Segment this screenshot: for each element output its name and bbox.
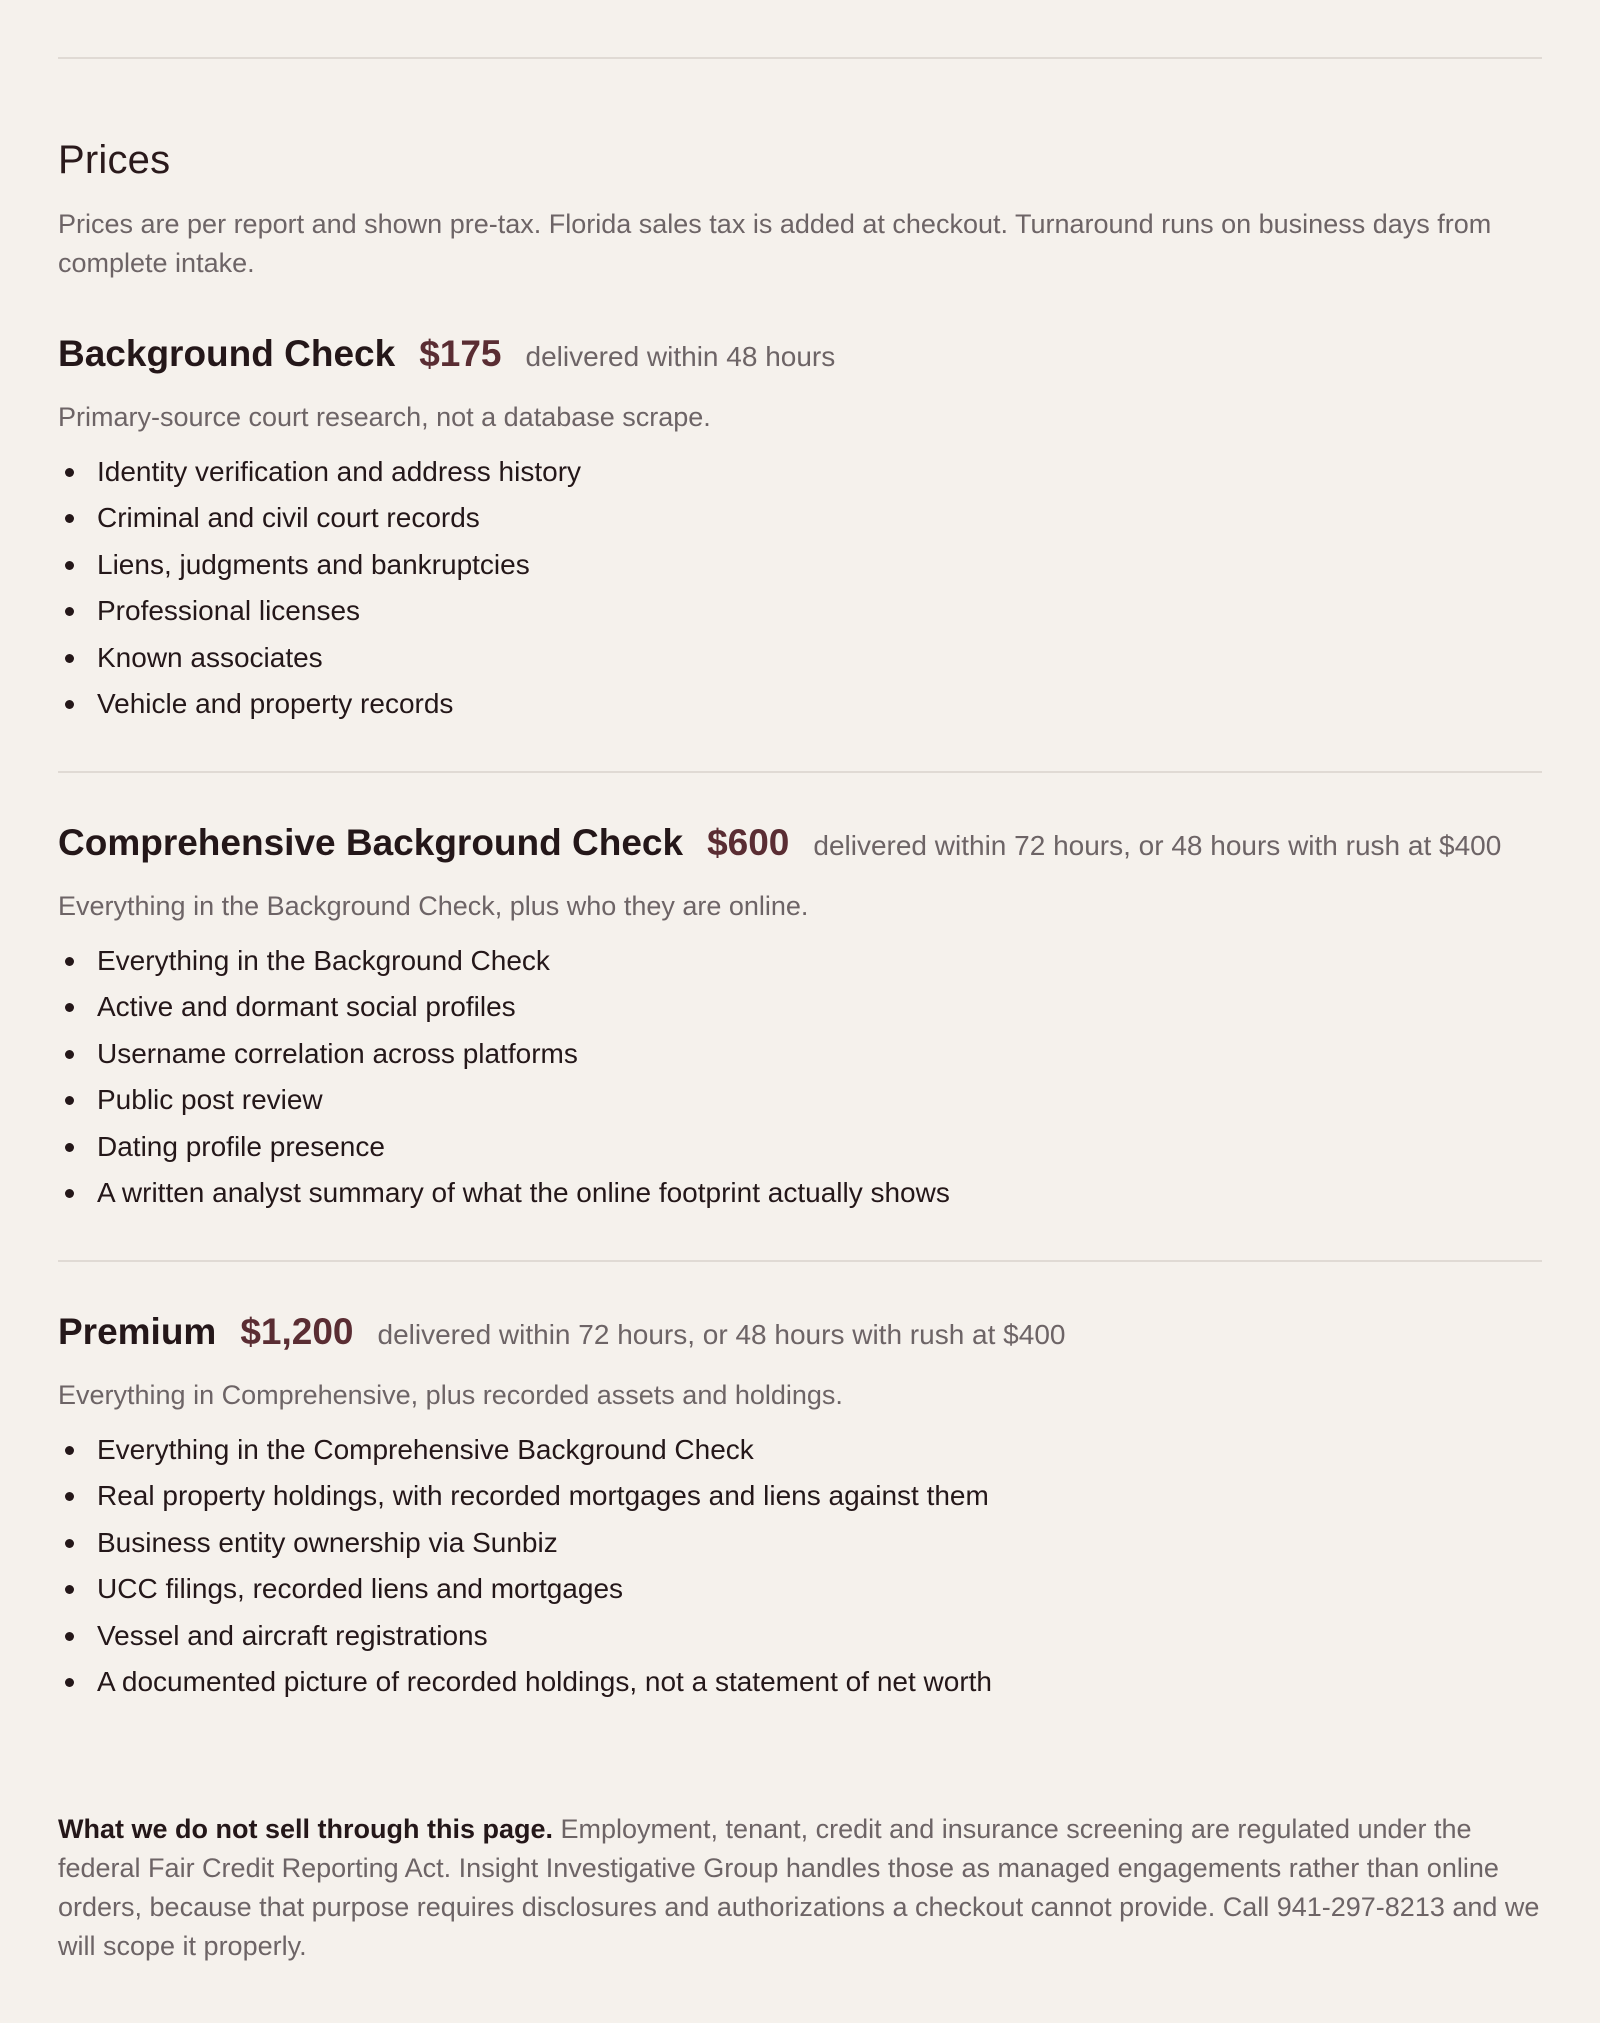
feature-text: Identity verification and address history xyxy=(97,456,582,487)
feature-text: Everything in the Background Check xyxy=(97,945,550,976)
feature-text: Username correlation across platforms xyxy=(97,1037,578,1069)
bullet-icon xyxy=(65,1632,74,1641)
plan-delivery: delivered within 72 hours, or 48 hours with rush at $400 xyxy=(377,1319,1066,1350)
bullet-icon xyxy=(65,1585,74,1594)
feature-item xyxy=(58,1473,1542,1519)
feature-item xyxy=(58,449,1542,495)
bullet-icon xyxy=(65,1678,74,1687)
bullet-icon xyxy=(65,1446,74,1455)
plan-delivery: delivered within 72 hours, or 48 hours with rush at $400 xyxy=(813,830,1502,861)
bullet-icon xyxy=(65,700,74,709)
feature-item xyxy=(58,1170,1542,1216)
feature-item xyxy=(58,495,1542,541)
feature-item xyxy=(58,1566,1542,1612)
plan-tagline: Primary-source court research, not a database scrape. xyxy=(58,402,711,432)
plan-header xyxy=(58,1311,1542,1361)
bullet-icon xyxy=(65,1539,74,1548)
feature-text: A written analyst summary of what the online footprint actually shows xyxy=(97,1177,950,1209)
feature-item xyxy=(58,1124,1542,1170)
feature-item xyxy=(58,1427,1542,1473)
feature-item xyxy=(58,1520,1542,1566)
bullet-icon xyxy=(65,957,74,966)
feature-item xyxy=(58,1613,1542,1659)
plan-header xyxy=(58,333,1542,383)
section-divider xyxy=(58,771,1542,773)
bullet-icon xyxy=(65,654,74,663)
bullet-icon xyxy=(65,1143,74,1152)
feature-text: Real property holdings, with recorded mortgages and liens against them xyxy=(97,1480,989,1512)
notice-lead: What we do not sell through this page. xyxy=(58,1814,553,1844)
bullet-icon xyxy=(65,1003,74,1012)
feature-item xyxy=(58,1077,1542,1123)
plan-price: $1,200 xyxy=(240,1311,354,1352)
feature-text: Vehicle and property records xyxy=(97,688,454,720)
feature-text: Vessel and aircraft registrations xyxy=(97,1619,488,1651)
feature-text: UCC filings, recorded liens and mortgages xyxy=(97,1573,624,1605)
feature-list xyxy=(58,449,1542,727)
bullet-icon xyxy=(65,561,74,570)
plan-tagline: Everything in the Background Check, plus who they are online. xyxy=(58,891,809,921)
feature-text: Known associates xyxy=(97,641,323,673)
bullet-icon xyxy=(65,1050,74,1059)
top-divider xyxy=(58,57,1542,59)
fcra-notice xyxy=(58,1810,1548,1966)
bullet-icon xyxy=(65,1096,74,1105)
plan-background-check xyxy=(58,333,1542,727)
feature-item xyxy=(58,542,1542,588)
feature-item xyxy=(58,681,1542,727)
feature-list xyxy=(58,938,1542,1216)
bullet-icon xyxy=(65,607,74,616)
feature-item xyxy=(58,588,1542,634)
plan-price: $175 xyxy=(419,333,502,374)
feature-item xyxy=(58,938,1542,984)
bullet-icon xyxy=(65,1189,74,1198)
feature-text: Professional licenses xyxy=(97,595,361,627)
plan-comprehensive-background-check xyxy=(58,822,1542,1216)
prices-intro: Prices are per report and shown pre-tax. Florida sales tax is added at checkout. Turnaround runs on business days from complete intake. xyxy=(58,209,1492,278)
bullet-icon xyxy=(65,468,74,477)
feature-item xyxy=(58,635,1542,681)
feature-text: A documented picture of recorded holdings, not a statement of net worth xyxy=(97,1666,992,1698)
plan-premium xyxy=(58,1311,1542,1705)
feature-text: Business entity ownership via Sunbiz xyxy=(97,1526,558,1558)
plan-delivery: delivered within 48 hours xyxy=(525,341,836,372)
feature-text: Criminal and civil court records xyxy=(97,502,480,534)
plan-name: Premium xyxy=(58,1311,217,1352)
feature-item xyxy=(58,1659,1542,1705)
feature-text: Dating profile presence xyxy=(97,1130,385,1162)
feature-text: Public post review xyxy=(97,1084,323,1116)
feature-list xyxy=(58,1427,1542,1705)
plan-name: Comprehensive Background Check xyxy=(58,822,684,863)
plan-price: $600 xyxy=(707,822,790,863)
plan-name: Background Check xyxy=(58,333,396,374)
bullet-icon xyxy=(65,514,74,523)
plan-header xyxy=(58,822,1542,872)
plan-tagline: Everything in Comprehensive, plus recorded assets and holdings. xyxy=(58,1380,843,1410)
feature-text: Everything in the Comprehensive Background Check xyxy=(97,1434,754,1465)
notice-body: Employment, tenant, credit and insurance screening are regulated under the federal Fair Credit Reporting Act. Insight Investigative Group handles those as managed engagements rather than online orders, because that purpose requires disclosures and authorizations a checkout cannot provide. Call 941-297-8213 and we will scope it properly. xyxy=(58,1814,1540,1961)
feature-text: Active and dormant social profiles xyxy=(97,991,516,1023)
feature-item xyxy=(58,1031,1542,1077)
bullet-icon xyxy=(65,1492,74,1501)
prices-heading: Prices xyxy=(58,138,171,182)
feature-text: Liens, judgments and bankruptcies xyxy=(97,548,530,580)
section-divider xyxy=(58,1260,1542,1262)
feature-item xyxy=(58,984,1542,1030)
